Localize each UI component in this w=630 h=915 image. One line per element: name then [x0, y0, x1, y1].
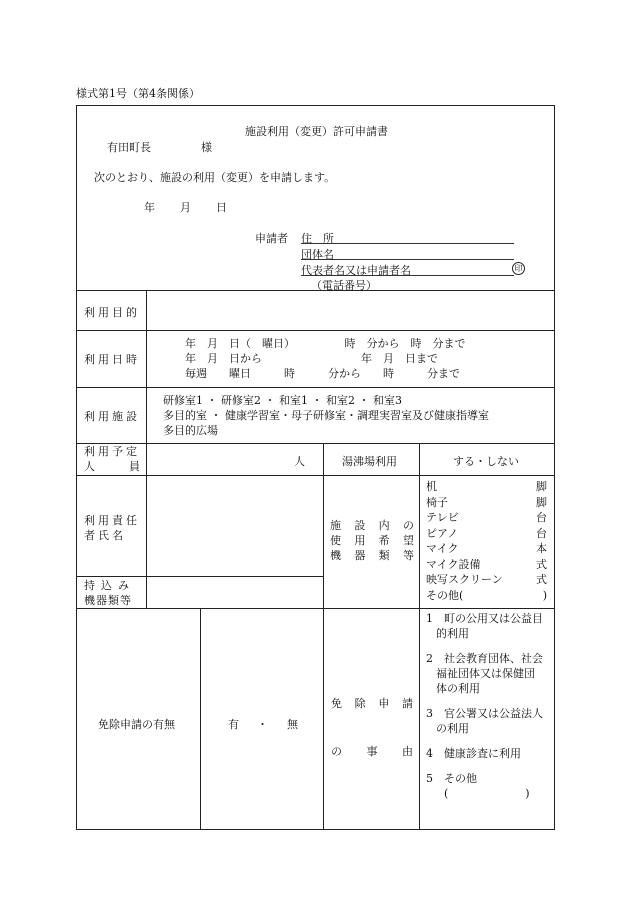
people-unit: 人	[294, 455, 305, 468]
equipment-item	[426, 495, 547, 511]
er2-c3: 由	[402, 745, 413, 758]
addressee-suffix: 様	[201, 141, 212, 154]
er1-c2: 除	[354, 697, 366, 710]
equipment-item-unit: 式	[536, 573, 547, 586]
equipment-item-name: 映写スクリーン	[426, 573, 503, 586]
equipment-item-name: 机	[426, 480, 437, 493]
applicant-label: 申請者	[255, 232, 288, 245]
dates-lines	[185, 336, 466, 381]
equipment-item-unit: 台	[536, 526, 547, 540]
equipment-item-name: その他(	[426, 588, 464, 602]
reason-4-line-1: 4 健康診査に利用	[426, 747, 521, 760]
rule-dates-top	[77, 330, 554, 331]
reason-item	[426, 746, 543, 761]
equipment-item	[426, 572, 547, 588]
representative-underline	[301, 275, 514, 276]
eq-l2-c4: 望	[402, 534, 414, 547]
seal-mark: 印	[512, 262, 525, 275]
rule-purpose-top	[77, 290, 554, 291]
eq-l3-c1: 機	[330, 549, 341, 562]
boiler-value: する・しない	[453, 455, 519, 468]
applicant-phone-label: （電話番号）	[311, 279, 377, 292]
rule-exemption-list-column	[419, 608, 420, 829]
people-label-line-1	[84, 444, 140, 459]
exemption-option-dot: ・	[257, 718, 268, 731]
reason-3-line-1: 3 官公署又は公益法人	[426, 707, 543, 720]
reason-5-line-2: ( )	[444, 787, 530, 800]
equipment-item-unit: 式	[536, 557, 547, 571]
group-underline	[301, 259, 514, 260]
equipment-item-unit: 脚	[536, 495, 547, 509]
er1-c3: 申	[378, 697, 390, 710]
equipment-item-unit: )	[542, 588, 547, 602]
people-label	[84, 444, 140, 474]
facilities-line-2: 多目的室 ・ 健康学習室・母子研修室・調理実習室及び健康指導室	[163, 409, 489, 422]
eq-l3-c4: 等	[402, 549, 414, 562]
equipment-item-name: マイク設備	[426, 557, 481, 571]
applicant-representative-label: 代表者名又は申請者名	[301, 264, 411, 277]
reason-2-line-3: 体の利用	[436, 682, 480, 695]
dates-line-1: 年 月 日（ 曜日） 時 分から 時 分まで	[185, 337, 466, 350]
rule-right-column	[419, 443, 420, 608]
equipment-item	[426, 557, 547, 573]
exemption-reason-label-1	[331, 695, 413, 711]
equipment-item	[426, 479, 547, 495]
people-label-char-2: 員	[129, 460, 140, 473]
er1-c1: 免	[331, 697, 342, 710]
form-caption: 様式第1号（第4条関係）	[76, 87, 200, 100]
facilities-lines	[163, 393, 489, 438]
people-label-text: 利用予定	[84, 445, 140, 458]
eq-l1-c3: 内	[378, 519, 390, 532]
addressee: 有田町長	[107, 141, 151, 154]
people-label-char-1: 人	[84, 460, 95, 473]
reason-2-line-2: 福祉団体又は保健団	[436, 667, 535, 680]
er2-c2: 事	[366, 745, 378, 758]
rule-carry-in-top	[77, 576, 323, 577]
reason-item	[426, 611, 543, 641]
equipment-item-unit: 本	[536, 542, 547, 555]
equipment-list	[426, 479, 547, 603]
dates-label: 利用日時	[84, 353, 140, 366]
equipment-label-line-3	[330, 548, 414, 563]
form-title: 施設利用（変更）許可申請書	[245, 125, 388, 138]
exemption-option-yes: 有	[228, 718, 239, 731]
equipment-item	[426, 526, 547, 542]
rule-people-top	[77, 443, 554, 444]
eq-l1-c2: 設	[354, 519, 366, 532]
equipment-item	[426, 541, 547, 557]
reason-item	[426, 771, 543, 801]
equipment-item-unit: 脚	[536, 480, 547, 493]
facilities-label: 利用施設	[84, 410, 140, 423]
responsible-label-line-2: 者氏名	[84, 529, 126, 542]
reason-item	[426, 706, 543, 736]
date-day: 日	[216, 201, 227, 214]
dates-line-2: 年 月 日から 年 月 日まで	[185, 352, 438, 365]
applicant-address-label: 住 所	[301, 232, 334, 245]
reason-5-line-1: 5 その他	[426, 772, 477, 785]
eq-l2-c1: 使	[330, 534, 341, 547]
facilities-line-3: 多目的広場	[163, 424, 218, 437]
er1-c4: 請	[401, 697, 413, 710]
exemption-label: 免除申請の有無	[98, 718, 175, 731]
rule-responsible-top	[77, 475, 554, 476]
intro-text: 次のとおり、施設の利用（変更）を申請します。	[94, 171, 336, 184]
date-month: 月	[180, 201, 191, 214]
equipment-item-name: 椅子	[426, 495, 448, 509]
reason-item	[426, 651, 543, 696]
equipment-item-unit: 台	[536, 511, 547, 524]
responsible-label	[84, 513, 140, 543]
eq-l2-c2: 用	[354, 534, 366, 547]
exemption-reasons	[426, 611, 543, 801]
er2-c1: の	[331, 745, 342, 758]
rule-exemption-option-column	[200, 608, 201, 829]
facilities-line-1: 研修室1 ・ 研修室2 ・ 和室1 ・ 和室2 ・ 和室3	[163, 394, 402, 407]
eq-l1-c1: 施	[330, 519, 341, 532]
reason-1-line-1: 1 町の公用又は公益目	[426, 612, 543, 625]
reason-3-line-2: の利用	[436, 722, 469, 735]
exemption-reason-label-2	[331, 743, 413, 759]
people-label-line-2	[84, 459, 140, 474]
exemption-option-no: 無	[287, 718, 298, 731]
rule-label-column	[146, 290, 147, 608]
carry-in-label-line-2: 機器類等	[84, 594, 132, 607]
equipment-item-name: マイク	[426, 542, 459, 555]
carry-in-label	[84, 578, 140, 608]
applicant-group-label: 団体名	[301, 248, 334, 261]
address-underline	[301, 243, 514, 244]
dates-line-3: 毎週 曜日 時 分から 時 分まで	[185, 367, 460, 380]
application-form	[76, 105, 555, 830]
purpose-label: 利用目的	[84, 306, 140, 319]
equipment-item	[426, 510, 547, 526]
equipment-label-line-1	[330, 518, 414, 533]
equipment-item-name: ピアノ	[426, 526, 459, 540]
equipment-label-line-2	[330, 533, 414, 548]
carry-in-label-line-1: 持込み	[84, 579, 135, 592]
reason-1-line-2: 的利用	[436, 627, 469, 640]
rule-facilities-top	[77, 387, 554, 388]
eq-l1-c4: の	[402, 519, 414, 532]
rule-exemption-reason-column	[323, 608, 324, 829]
equipment-label	[330, 518, 414, 563]
equipment-item	[426, 588, 547, 604]
eq-l3-c3: 類	[378, 549, 390, 562]
boiler-label: 湯沸場利用	[342, 455, 397, 468]
equipment-item-name: テレビ	[426, 511, 459, 524]
rule-exemption-top	[77, 608, 554, 609]
rule-mid-column	[323, 443, 324, 608]
date-year: 年	[144, 201, 155, 214]
responsible-label-line-1: 利用責任	[84, 514, 140, 527]
eq-l3-c2: 器	[354, 549, 366, 562]
reason-2-line-1: 2 社会教育団体、社会	[426, 652, 543, 665]
eq-l2-c3: 希	[378, 534, 390, 547]
